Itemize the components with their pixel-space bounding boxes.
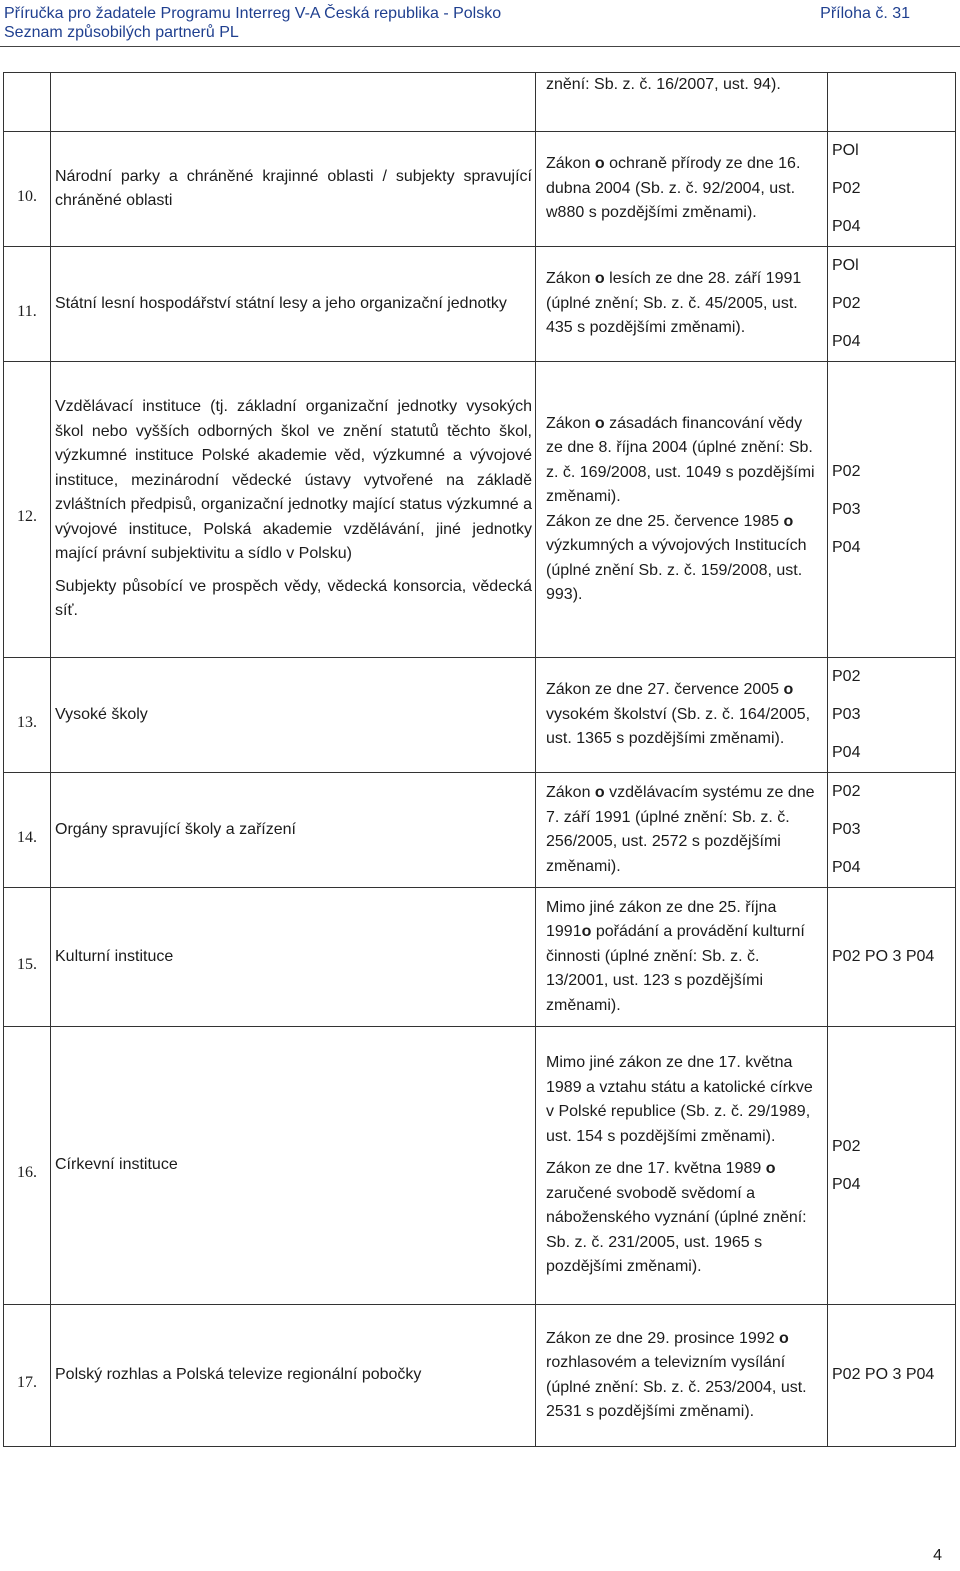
row-number: 16. bbox=[4, 1027, 51, 1305]
priority-cell: P02 P03 P04 bbox=[828, 773, 956, 888]
law-cell: Zákon ze dne 29. prosince 1992 o rozhlasovém a televizním vysílání (úplné znění: Sb. z. č. 253/2004, ust. 2531 s pozdějšími změnami). bbox=[536, 1305, 828, 1447]
priority-cell: P02 PO 3 P04 bbox=[828, 1305, 956, 1447]
partners-table bbox=[3, 72, 956, 1447]
row-number: 13. bbox=[4, 658, 51, 773]
partner-name: Kulturní instituce bbox=[51, 888, 536, 1027]
partner-name: Církevní instituce bbox=[51, 1027, 536, 1305]
table-row-10 bbox=[4, 132, 956, 247]
priority-cell: POl P02 P04 bbox=[828, 132, 956, 247]
law-cell: Mimo jiné zákon ze dne 17. května 1989 a vztahu státu a katolické církve v Polské republice (Sb. z. č. 29/1989, ust. 154 s pozdějšími změnami). Zákon ze dne 17. května 1989 o zaručené svobodě svědomí a náboženského vyznání (úplné znění: Sb. z. č. 231/2005, ust. 1965 s pozdějšími změnami). bbox=[536, 1027, 828, 1305]
partner-name: Orgány spravující školy a zařízení bbox=[51, 773, 536, 888]
priority-cell: P02 P03 P04 bbox=[828, 362, 956, 658]
law-cell: Zákon o vzdělávacím systému ze dne 7. září 1991 (úplné znění: Sb. z. č. 256/2005, ust. 2572 s pozdějšími změnami). bbox=[536, 773, 828, 888]
partner-name: Státní lesní hospodářství státní lesy a jeho organizační jednotky bbox=[51, 247, 536, 362]
law-cell: Zákon o lesích ze dne 28. září 1991 (úplné znění; Sb. z. č. 45/2005, ust. 435 s pozdějšími změnami). bbox=[536, 247, 828, 362]
row-number: 12. bbox=[4, 362, 51, 658]
priority-cell: P02 PO 3 P04 bbox=[828, 888, 956, 1027]
table-row-11 bbox=[4, 247, 956, 362]
priority-cell: POl P02 P04 bbox=[828, 247, 956, 362]
row-number: 11. bbox=[4, 247, 51, 362]
law-cell: Zákon ze dne 27. července 2005 o vysokém školství (Sb. z. č. 164/2005, ust. 1365 s pozdějšími změnami). bbox=[536, 658, 828, 773]
law-cell: Zákon o zásadách financování vědy ze dne 8. října 2004 (úplné znění: Sb. z. č. 169/2008, ust. 1049 s pozdějšími změnami). Zákon ze dne 25. července 1985 o výzkumných a vývojových Institucích (úplné znění Sb. z. č. 159/2008, ust. 993). bbox=[536, 362, 828, 658]
partner-name: Vzdělávací instituce (tj. základní organizační jednotky vysokých škol nebo vyšších odborných škol ve znění statutů těchto škol, výzkumné instituce Polské akademie věd, výzkumné a vývojové instituce, mezinárodní vědecké ústavy vytvořené na základě zvláštních předpisů, organizační jednotky mající status výzkumné a vývojové instituce, Polská akademie vzdělávání, jiné jednotky mající právní subjektivitu a sídlo v Polsku) Subjekty působící ve prospěch vědy, vědecká konsorcia, vědecká síť. bbox=[51, 362, 536, 658]
table-row-13 bbox=[4, 658, 956, 773]
appendix-label: Příloha č. 31 bbox=[820, 5, 910, 22]
row-number: 17. bbox=[4, 1305, 51, 1447]
header-subtitle: Seznam způsobilých partnerů PL bbox=[4, 24, 239, 41]
document-header bbox=[4, 4, 501, 42]
table-row-17 bbox=[4, 1305, 956, 1447]
partner-name: Národní parky a chráněné krajinné oblasti / subjekty spravující chráněné oblasti bbox=[51, 132, 536, 247]
partner-name: Polský rozhlas a Polská televize regionální pobočky bbox=[51, 1305, 536, 1447]
row-number: 10. bbox=[4, 132, 51, 247]
table-row-16 bbox=[4, 1027, 956, 1305]
table-row-14 bbox=[4, 773, 956, 888]
row-number: 15. bbox=[4, 888, 51, 1027]
partner-name: Vysoké školy bbox=[51, 658, 536, 773]
page-number: 4 bbox=[933, 1547, 942, 1564]
header-title: Příručka pro žadatele Programu Interreg V-A Česká republika - Polsko bbox=[4, 5, 502, 22]
law-cell: Mimo jiné zákon ze dne 25. října 1991o pořádání a provádění kulturní činnosti (úplné znění: Sb. z. č. 13/2001, ust. 123 s pozdějšími změnami). bbox=[536, 888, 828, 1027]
table-row-12 bbox=[4, 362, 956, 658]
priority-cell: P02 P03 P04 bbox=[828, 658, 956, 773]
row-number: 14. bbox=[4, 773, 51, 888]
header-divider bbox=[0, 46, 960, 47]
law-cell: znění: Sb. z. č. 16/2007, ust. 94). bbox=[536, 73, 828, 132]
law-cell: Zákon o ochraně přírody ze dne 16. dubna 2004 (Sb. z. č. 92/2004, ust. w880 s pozdějšími změnami). bbox=[536, 132, 828, 247]
priority-cell: P02 P04 bbox=[828, 1027, 956, 1305]
table-row-continuation bbox=[4, 73, 956, 132]
table-row-15 bbox=[4, 888, 956, 1027]
